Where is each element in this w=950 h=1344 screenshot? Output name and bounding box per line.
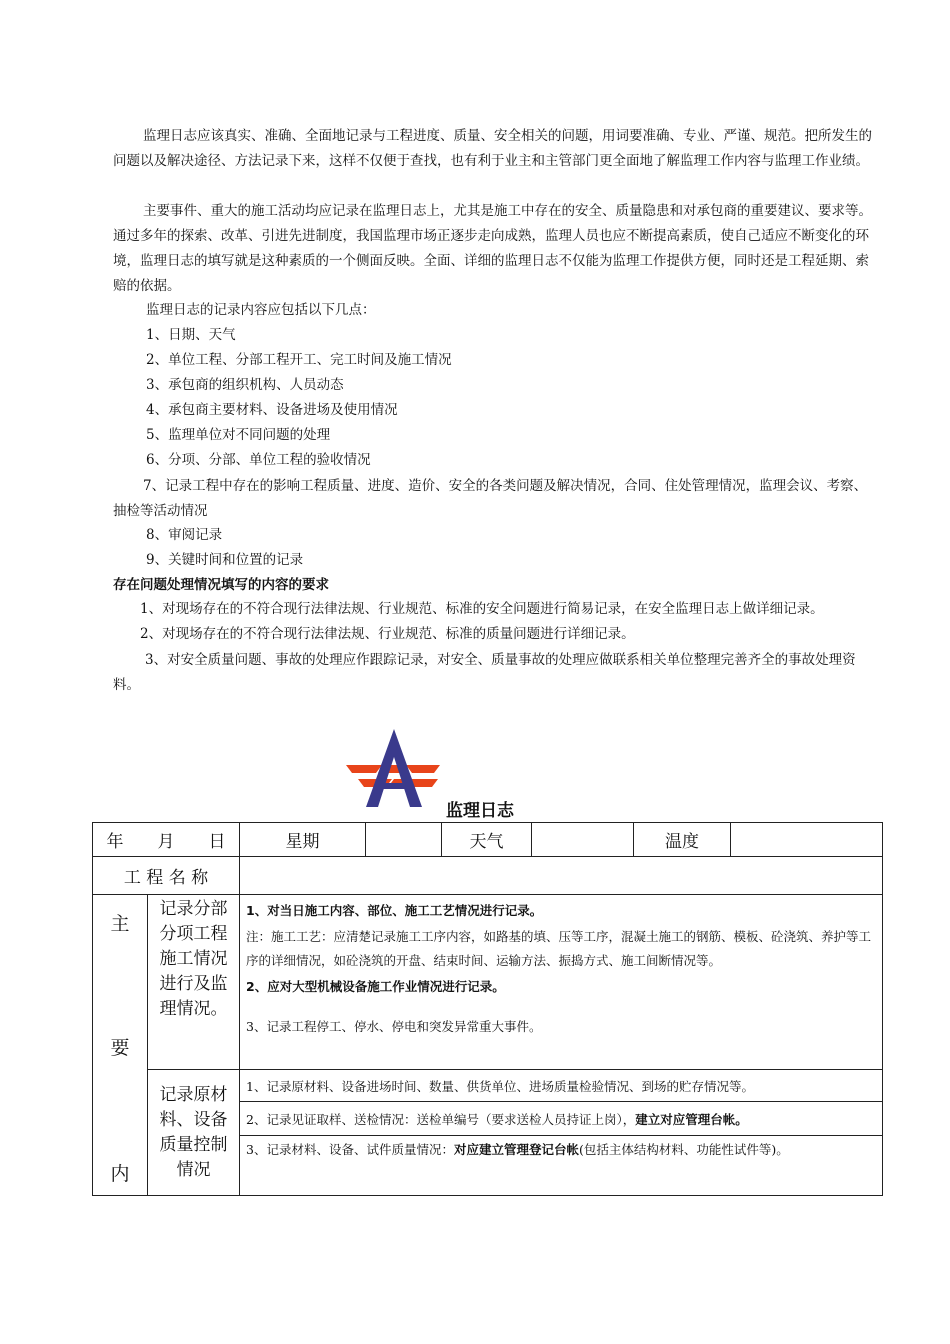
temperature-label: 温度 — [634, 823, 731, 857]
list-item: 5、监理单位对不同问题的处理 — [146, 427, 331, 443]
weather-field[interactable] — [532, 823, 634, 857]
section2-line3-text: 3、记录材料、设备、试件质量情况： — [246, 1142, 454, 1157]
side-char: 主 — [110, 913, 130, 935]
list-item: 8、审阅记录 — [146, 527, 223, 543]
intro-paragraph-3: 监理日志的记录内容应包括以下几点： — [146, 302, 376, 318]
list-item: 4、承包商主要材料、设备进场及使用情况 — [146, 402, 398, 418]
section1-line3: 3、记录工程停工、停水、停电和突发异常重大事件。 — [246, 1019, 542, 1034]
supervision-log-form — [92, 822, 883, 1196]
list-item: 3、承包商的组织机构、人员动态 — [146, 377, 344, 393]
side-char: 内 — [110, 1163, 130, 1185]
section2-line3-note: (包括主体结构材料、功能性试件等)。 — [578, 1142, 789, 1157]
date-label: 年 月 日 — [93, 823, 240, 857]
section1-line1: 1、对当日施工内容、部位、施工工艺情况进行记录。 — [246, 903, 543, 918]
section1-content[interactable] — [240, 895, 883, 1070]
requirement-item: 1、对现场存在的不符合现行法律法规、行业规范、标准的安全问题进行简易记录，在安全监理日志上做详细记录。 — [140, 601, 824, 617]
requirement-item: 2、对现场存在的不符合现行法律法规、行业规范、标准的质量问题进行详细记录。 — [140, 626, 635, 642]
weekday-field[interactable] — [366, 823, 442, 857]
weather-label: 天气 — [442, 823, 532, 857]
list-item: 1、日期、天气 — [146, 327, 236, 343]
list-item: 7、记录工程中存在的影响工程质量、进度、造价、安全的各类问题及解决情况，合同、住处管理情况，监理会议、考察、抽检等活动情况 — [113, 478, 868, 519]
section2-line3[interactable] — [240, 1136, 883, 1196]
section-heading: 存在问题处理情况填写的内容的要求 — [113, 577, 329, 593]
section2-line3-emphasis: 对应建立管理登记台帐 — [453, 1142, 579, 1157]
form-title: 监理日志 — [446, 801, 514, 821]
section2-label: 记录原材料、设备质量控制情况 — [148, 1070, 240, 1196]
section1-note: 注：施工工艺：应清楚记录施工工序内容，如路基的填、压等工序，混凝土施工的钢筋、模板、砼浇筑、养护等工序的详细情况，如砼浇筑的开盘、结束时间、运输方法、振捣方式、施工间断情况等。 — [246, 929, 872, 968]
section1-line2: 2、应对大型机械设备施工作业情况进行记录。 — [246, 979, 505, 994]
list-item: 6、分项、分部、单位工程的验收情况 — [146, 452, 371, 468]
section1-label: 记录分部分项工程施工情况进行及监理情况。 — [148, 895, 240, 1070]
company-logo — [344, 727, 444, 809]
section2-line2-text: 2、记录见证取样、送检情况：送检单编号（要求送检人员持证上岗）， — [246, 1111, 636, 1127]
intro-paragraph-1: 监理日志应该真实、准确、全面地记录与工程进度、质量、安全相关的问题，用词要准确、专业、严谨、规范。把所发生的问题以及解决途径、方法记录下来，这样不仅便于查找，也有利于业主和主管部门更全面地了解监理工作内容与监理工作业绩。 — [113, 128, 872, 169]
intro-paragraph-2: 主要事件、重大的施工活动均应记录在监理日志上，尤其是施工中存在的安全、质量隐患和对承包商的重要建议、要求等。通过多年的探索、改革、引进先进制度，我国监理市场正逐步走向成熟，监理人员也应不断提高素质，使自己适应不断变化的环境，监理日志的填写就是这种素质的一个侧面反映。全面、详细的监理日志不仅能为监理工作提供方便，同时还是工程延期、索赔的依据。 — [113, 203, 872, 294]
project-name-label: 工 程 名 称 — [93, 857, 240, 895]
section2-line1[interactable]: 1、记录原材料、设备进场时间、数量、供货单位、进场质量检验情况、到场的贮存情况等。 — [240, 1070, 883, 1102]
list-item: 2、单位工程、分部工程开工、完工时间及施工情况 — [146, 352, 452, 368]
requirement-item: 3、对安全质量问题、事故的处理应作跟踪记录，对安全、质量事故的处理应做联系相关单位整理完善齐全的事故处理资料。 — [113, 652, 856, 693]
main-content-side-label — [93, 895, 148, 1196]
weekday-label: 星期 — [240, 823, 366, 857]
section2-line2[interactable] — [240, 1102, 883, 1136]
section2-line2-emphasis: 建立对应管理台帐。 — [635, 1111, 748, 1127]
temperature-field[interactable] — [731, 823, 883, 857]
side-char: 要 — [110, 1037, 130, 1059]
project-name-field[interactable] — [240, 857, 883, 895]
list-item: 9、关键时间和位置的记录 — [146, 552, 304, 568]
